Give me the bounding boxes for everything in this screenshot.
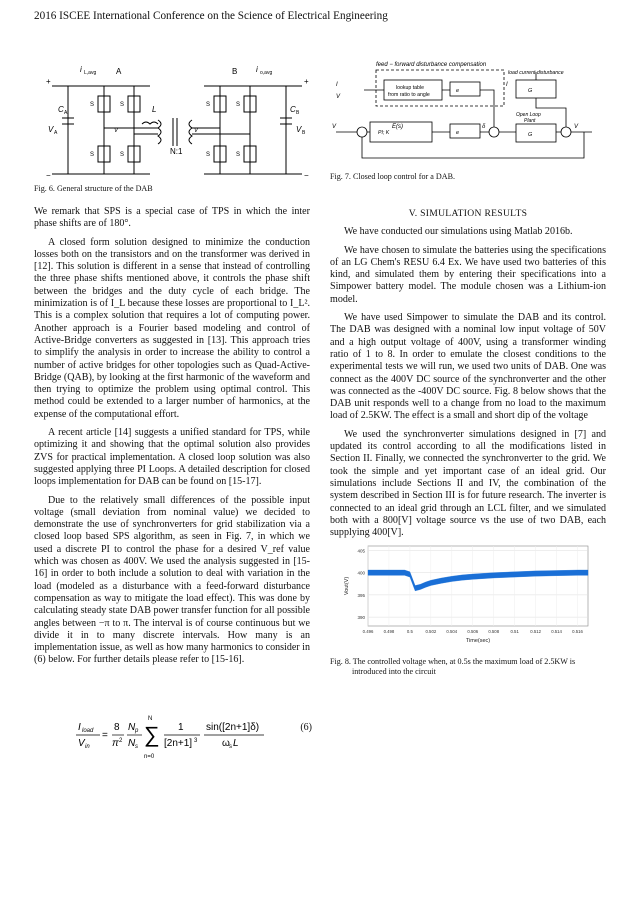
section-title: V. SIMULATION RESULTS <box>408 208 528 219</box>
svg-text:V: V <box>114 128 119 134</box>
svg-text:L: L <box>233 738 239 749</box>
svg-text:load: load <box>82 728 94 734</box>
y-tick-label: 405 <box>357 548 365 554</box>
fig8-caption-line2: introduced into the circuit <box>352 667 436 676</box>
y-tick-label: 400 <box>357 570 365 576</box>
x-tick-label: 0.502 <box>425 629 437 634</box>
svg-text:p: p <box>135 728 139 734</box>
svg-text:I: I <box>336 82 338 88</box>
x-tick-label: 0.5 <box>406 629 413 634</box>
svg-text:n=0: n=0 <box>144 754 155 760</box>
svg-text:S: S <box>236 152 241 158</box>
svg-text:e: e <box>456 130 460 136</box>
ffw-label: feed − forward disturbance compensation <box>376 62 487 68</box>
svg-text:i: i <box>256 65 258 74</box>
svg-text:from ratio to angle: from ratio to angle <box>388 92 430 98</box>
svg-text:[2n+1]: [2n+1] <box>164 738 193 749</box>
svg-text:A: A <box>54 130 58 136</box>
svg-text:+: + <box>304 77 309 86</box>
svg-text:S: S <box>90 102 95 108</box>
svg-text:in: in <box>85 744 90 750</box>
svg-text:o,avg: o,avg <box>260 70 273 76</box>
svg-text:s: s <box>229 744 232 750</box>
closed-loop-control-diagram <box>330 58 610 168</box>
x-axis-label: Time(sec) <box>465 638 491 644</box>
svg-text:+: + <box>46 77 51 86</box>
plot-area <box>368 546 588 626</box>
load-disturbance-label: load current disturbance <box>508 70 564 76</box>
svg-text:N: N <box>128 738 136 749</box>
x-tick-label: 0.514 <box>551 629 562 634</box>
x-tick-label: 0.506 <box>467 629 479 634</box>
svg-text:1: 1 <box>178 722 184 733</box>
x-tick-label: 0.504 <box>446 629 458 634</box>
y-tick-label: 395 <box>357 592 365 598</box>
svg-text:−: − <box>304 171 309 178</box>
svg-text:L,avg: L,avg <box>84 70 97 76</box>
fig8-caption-line1: Fig. 8. The controlled voltage when, at 0.5s the maximum load of 2.5KW is <box>330 657 576 666</box>
svg-text:L: L <box>152 105 157 114</box>
svg-text:δ: δ <box>482 124 486 130</box>
svg-text:π: π <box>112 738 119 749</box>
svg-text:G: G <box>528 132 533 138</box>
svg-text:V: V <box>574 124 579 130</box>
left-paragraph: Due to the relatively small differences of the possible input voltage (small deviation from nominal value) we decided to demonstrate the use of synchronverters for grid stabilization via a closed loop based SPS algorithm, as seen in Fig. 7, in which we used a discrete PI to control the phase for a desired V_ref value which was chosen as 400V. We used the analysis suggested in [15-16] in order to both include a solution to deal with variation in the load (modeled as a disturbance with a feed-forward disturbance compensation as way to mitigate the load effect). This was done by calculating steady state DAB power transfer function for all possible angles between −π to π. The interval is of course continuous but we divide it in to many discrete intervals. How many is an implementation issue, as well as how many harmonics to consider in (6) below. For further details please refer to [15-16]. <box>34 494 310 666</box>
fig7-caption: Fig. 7. Closed loop control for a DAB. <box>330 172 455 181</box>
svg-text:e: e <box>456 88 460 94</box>
equation-6 <box>72 706 312 766</box>
fig8-caption <box>330 657 606 677</box>
svg-text:V: V <box>296 125 302 134</box>
fig6-caption: Fig. 6. General structure of the DAB <box>34 184 153 193</box>
svg-text:lookup table: lookup table <box>396 85 424 91</box>
left-column <box>34 206 310 673</box>
y-axis-label: Vout(V) <box>344 576 350 596</box>
svg-text:S: S <box>206 102 211 108</box>
svg-text:−: − <box>46 171 51 178</box>
svg-text:S: S <box>120 102 125 108</box>
svg-text:C: C <box>290 105 296 114</box>
conference-header: 2016 ISCEE International Conference on the Science of Electrical Engineering <box>34 10 388 22</box>
voltage-chart <box>340 540 600 648</box>
svg-text:s: s <box>135 744 138 750</box>
svg-text:S: S <box>120 152 125 158</box>
dab-circuit-diagram <box>34 58 316 178</box>
svg-text:V: V <box>336 94 341 100</box>
svg-text:E(s): E(s) <box>392 124 403 130</box>
left-paragraph: A recent article [14] suggests a unified standard for TPS, while optimizing it and showing that the optimal solution also provides ZVS for practical implementation. A closed loop solution was also suggested applying three PI Loops. A detailed description for closed loops implementation for DAB can be found on [15-17]. <box>34 427 310 488</box>
right-paragraph: We have used Simpower to simulate the DAB and its control. The DAB was designed with a nominal low input voltage of 50V and a high output voltage of 400V, using a transformer winding ratio of 1 to 8. In order to emulate the closest conditions to the experimental tests we will run, we used two units of DAB. One was connect as the 400V DC source of the synchronverter and the other was connected as the -400V DC source. Fig. 8 below shows that the DAB unit responds well to a change from no load to the maximum load of 2.5KW. The effect is a small and short dip of the voltage <box>330 312 606 422</box>
x-tick-label: 0.512 <box>530 629 542 634</box>
svg-text:ω: ω <box>222 738 230 749</box>
svg-text:N:1: N:1 <box>170 147 183 156</box>
right-column <box>330 208 606 545</box>
x-tick-label: 0.516 <box>572 629 583 634</box>
svg-text:B: B <box>232 67 238 76</box>
svg-text:C: C <box>58 105 64 114</box>
left-paragraph: A closed form solution designed to minimize the conduction losses both on the transistors and on the transformer was derived in [12]. This solution is different in a sense that instead of controlling the three phase shifts mentioned above, it controls the phase shift between the bridges and the duty cycle of each bridge. The minimization is of I_L because these losses are proportional to I_L². This is a complex solution that requires a lot of computing power. Another approach is a Fourier based modeling and control of Active-Bridge converters as suggested in [13]. This approach tries to simplify the analysis in order to increase the ability to control a number of active bridges for other topologies such as Quad-Active-Bridge (QAB), by looking at the first harmonic of the waveform and then trying to optimize the problem using optimal control. This method could be extended to a larger number of harmonics, at the expense of the computational effort. <box>34 236 310 420</box>
svg-text:A: A <box>116 67 122 76</box>
right-paragraph: We have chosen to simulate the batteries using the specifications of an LG Chem's RESU 6.4 Ex. We have used two batteries of this kind, and simulated them by entering their specifications into a Simpower battery model. The module chosen was a Lithium-ion model. <box>330 244 606 305</box>
svg-text:∑: ∑ <box>144 722 160 747</box>
right-paragraph: We used the synchronverter simulations designed in [7] and updated its control according to all the modifications listed in Section II. Finally, we connected the synchronverter to the grid. We took the simple and yet important case of an ideal grid. Our simulations include Sections II and IV, the combination of the system described in Section III is for future research. The inverter is connected to an ideal grid through an LCL filter, and we simulated both with a 800[V] voltage source vs the use of two DAB, each supplying 400[V]. <box>330 428 606 539</box>
svg-text:8: 8 <box>114 722 120 733</box>
svg-text:I: I <box>506 82 508 88</box>
svg-text:N: N <box>148 716 153 722</box>
x-tick-label: 0.496 <box>362 629 374 634</box>
svg-text:B: B <box>296 110 300 116</box>
svg-text:S: S <box>90 152 95 158</box>
svg-text:i: i <box>80 65 82 74</box>
x-tick-label: 0.508 <box>488 629 500 634</box>
svg-text:Open Loop: Open Loop <box>516 112 541 118</box>
left-paragraph: We remark that SPS is a special case of TPS in which the inter phase shifts are of 180°. <box>34 206 310 230</box>
svg-text:V: V <box>332 124 337 130</box>
svg-text:A: A <box>64 110 68 116</box>
svg-text:N: N <box>128 722 136 733</box>
svg-text:I: I <box>78 722 81 733</box>
svg-text:V: V <box>78 738 85 749</box>
svg-text:S: S <box>206 152 211 158</box>
svg-text:S: S <box>236 102 241 108</box>
y-tick-label: 390 <box>357 615 365 621</box>
svg-text:=: = <box>102 730 108 741</box>
x-tick-label: 0.498 <box>383 629 395 634</box>
svg-text:G: G <box>528 88 533 94</box>
svg-text:PI; K: PI; K <box>378 130 390 136</box>
equation-number: (6) <box>300 722 312 733</box>
x-tick-label: 0.51 <box>510 629 519 634</box>
svg-text:V: V <box>194 128 199 134</box>
svg-text:sin([2n+1]δ): sin([2n+1]δ) <box>206 722 260 733</box>
svg-text:2: 2 <box>119 738 123 744</box>
equation-formula <box>72 706 272 766</box>
svg-text:Plant: Plant <box>524 118 536 124</box>
svg-text:V: V <box>48 125 54 134</box>
svg-text:B: B <box>302 130 306 136</box>
right-paragraph: We have conducted our simulations using Matlab 2016b. <box>344 226 573 238</box>
svg-text:3: 3 <box>194 738 198 744</box>
